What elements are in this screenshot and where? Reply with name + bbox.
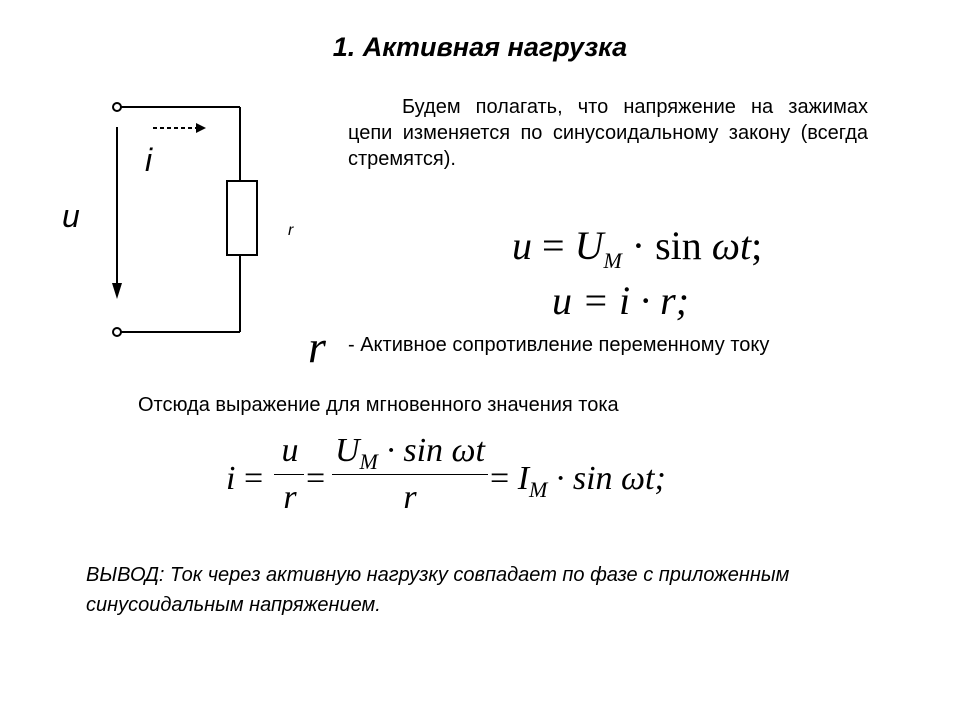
top-terminal bbox=[113, 103, 121, 111]
formula1-end: ; bbox=[751, 223, 763, 268]
formula1-amp: U bbox=[574, 223, 604, 268]
formula-ohms-law: u = i · r; bbox=[552, 278, 689, 323]
conclusion-text: ВЫВОД: Ток через активную нагрузку совпадает по фазе с приложенным синусоидальным напряжением. bbox=[86, 564, 790, 616]
result-rest: · sin ωt; bbox=[555, 460, 666, 497]
frac2-rest: · sin ωt bbox=[386, 432, 486, 469]
frac1-denominator: r bbox=[283, 479, 297, 516]
frac1-numerator: u bbox=[281, 432, 299, 469]
formula1-lhs: u bbox=[512, 223, 532, 268]
current-arrowhead bbox=[196, 123, 206, 133]
frac1-bar bbox=[274, 474, 304, 475]
resistor-label: r bbox=[288, 222, 294, 239]
r-description: - Активное сопротивление переменному току bbox=[348, 334, 770, 356]
from-text: Отсюда выражение для мгновенного значения тока bbox=[138, 394, 619, 416]
r-symbol: r bbox=[308, 321, 326, 372]
intro-paragraph: Будем полагать, что напряжение на зажимах цепи изменяется по синусоидальному закону (всегда стремятся). bbox=[348, 96, 868, 170]
frac2-amp-sub: M bbox=[359, 448, 378, 474]
resistor-symbol bbox=[227, 181, 257, 255]
formula3-eq2: = bbox=[306, 460, 326, 497]
frac2-numerator bbox=[334, 432, 486, 475]
result-amp-sub: M bbox=[529, 476, 548, 502]
current-label: i bbox=[145, 142, 153, 178]
voltage-arrowhead bbox=[112, 283, 122, 299]
formula3-eq3: = bbox=[490, 460, 510, 497]
circuit-diagram bbox=[100, 95, 260, 345]
formula3-result bbox=[490, 460, 666, 503]
frac2-bar bbox=[332, 474, 488, 475]
formula1-dot: · bbox=[631, 223, 646, 268]
formula1-func: sin bbox=[655, 223, 702, 268]
result-amp: I bbox=[517, 460, 530, 497]
frac2-amp: U bbox=[334, 432, 360, 469]
frac2-denominator: r bbox=[403, 479, 417, 516]
formula1-amp-sub: M bbox=[603, 248, 622, 273]
formula1-arg: ωt bbox=[711, 223, 752, 268]
page-title: 1. Активная нагрузка bbox=[332, 32, 628, 62]
formula-voltage-sine bbox=[512, 222, 762, 274]
formula3-eq1: = bbox=[243, 460, 264, 497]
formula1-eq: = bbox=[542, 223, 565, 268]
formula3-lhs bbox=[226, 460, 263, 498]
formula3-lhs-var: i bbox=[226, 460, 236, 497]
voltage-label: u bbox=[62, 198, 80, 234]
bottom-terminal bbox=[113, 328, 121, 336]
